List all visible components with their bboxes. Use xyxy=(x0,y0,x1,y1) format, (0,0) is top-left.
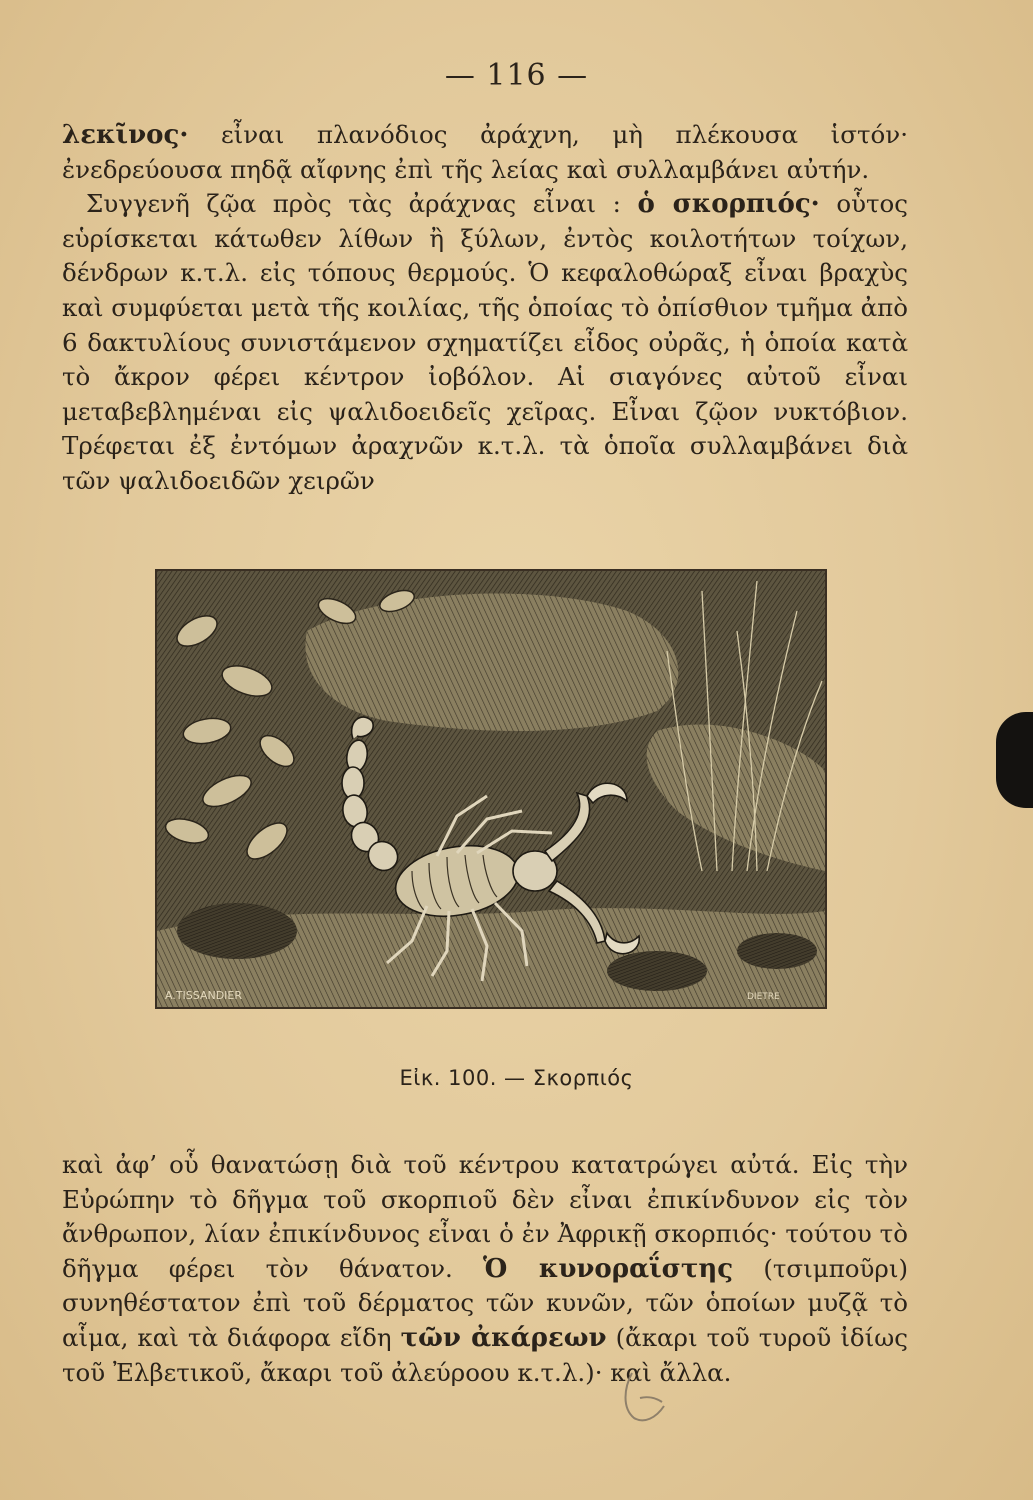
scorpion-illustration xyxy=(155,569,827,1009)
figure-caption: Εἰκ. 100. — Σκορπιός xyxy=(399,1066,634,1090)
paragraph xyxy=(62,118,908,187)
overhanging-rock xyxy=(305,594,678,731)
text-segment: εἶναι πλανόδιος ἀράχνη, μὴ πλέκουσα ἱστόν· ἐνεδρεύουσα πηδᾷ αἴφνης ἐπὶ τῆς λείας καὶ συλλαμβάνει αὐτήν. xyxy=(62,120,908,184)
bold-term: ὁ σκορπιός· xyxy=(637,189,820,220)
bold-term: Ὁ κυνοραΐστης xyxy=(483,1253,734,1284)
text-segment: (τσιμποῦρι) συνηθέστατον ἐπὶ τοῦ δέρματος τῶν κυνῶν, τῶν ὁποίων μυζᾷ τὸ αἷμα, καὶ τὰ διάφορα εἴδη xyxy=(62,1253,908,1352)
bold-term: λεκῖνος· xyxy=(62,120,189,150)
engraver-signature-left: A.TISSANDIER xyxy=(165,989,243,1002)
scorpion-engraving-svg xyxy=(157,571,825,1007)
paragraph xyxy=(62,187,908,498)
text-segment: καὶ ἀφ’ οὗ θανατώσῃ διὰ τοῦ κέντρου κατατρώγει αὐτά. Εἰς τὴν Εὐρώπην τὸ δῆγμα τοῦ σκορπιοῦ δὲν εἶναι ἐπικίνδυνον εἰς τὸν ἄνθρωπον, λίαν ἐπικίνδυνος εἶναι ὁ ἐν Ἀφρικῇ σκορπιός· τούτου τὸ δῆγμα φέρει τὸν θάνατον. xyxy=(62,1150,908,1283)
pencil-mark-icon xyxy=(612,1368,682,1428)
paragraph xyxy=(62,1148,908,1390)
text-segment: (ἄκαρι τοῦ τυροῦ ἰδίως τοῦ Ἐλβετικοῦ, ἄκαρι τοῦ ἀλεύροου κ.τ.λ.)· καὶ ἄλλα. xyxy=(62,1322,908,1387)
top-text-block xyxy=(62,118,908,499)
bottom-text-block xyxy=(62,1148,908,1390)
text-segment: οὗτος εὑρίσκεται κάτωθεν λίθων ἢ ξύλων, ἐντὸς κοιλοτήτων τοίχων, δένδρων κ.τ.λ. εἰς τόπους θερμούς. Ὁ κεφαλοθώραξ εἶναι βραχὺς καὶ συμφύεται μετὰ τῆς κοιλίας, τῆς ὁποίας τὸ ὀπίσθιον τμῆμα ἀπὸ 6 δακτυλίους συνιστάμενον σχηματίζει εἶδος οὐρᾶς, ἡ ὁποία κατὰ τὸ ἄκρον φέρει κέντρον ἰοβόλον. Αἱ σιαγόνες αὐτοῦ εἶναι μεταβεβλημέναι εἰς ψαλιδοειδεῖς χεῖρας. Εἶναι ζῷον νυκτόβιον. Τρέφεται ἐξ ἐντόμων ἀραχνῶν κ.τ.λ. τὰ ὁποῖα συλλαμβάνει διὰ τῶν ψαλιδοειδῶν χειρῶν xyxy=(62,189,908,495)
engraver-signature-right: DIETRE xyxy=(747,992,780,1002)
page-edge-blot xyxy=(996,712,1033,808)
text-segment: Συγγενῆ ζῷα πρὸς τὰς ἀράχνας εἶναι : xyxy=(86,189,638,219)
page-number: — 116 — xyxy=(444,58,589,93)
bold-term: τῶν ἀκάρεων xyxy=(400,1322,607,1353)
